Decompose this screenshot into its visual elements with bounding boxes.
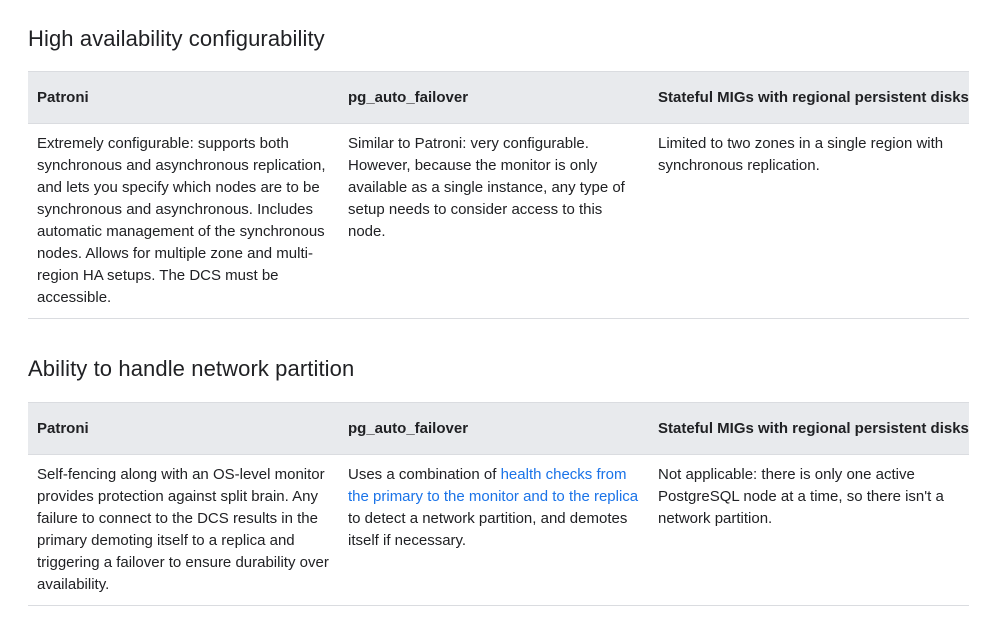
comparison-table [28,402,969,606]
comparison-table [28,71,969,319]
column-header-pg-auto-failover: pg_auto_failover [348,420,469,437]
column-header-stateful-migs: Stateful MIGs with regional persistent disks [658,420,969,437]
cell-text-after: to detect a network partition, and demotes itself if necessary. [348,510,628,549]
table-cell-patroni: Extremely configurable: supports both synchronous and asynchronous replication, and lets you specify which nodes are to be synchronous and asynchronous. Includes automatic management of the synchronous nodes. Allows for multiple zone and multi-region HA setups. The DCS must be accessible. [37,135,326,306]
table-cell-stateful-migs: Limited to two zones in a single region with synchronous replication. [658,135,944,174]
table-cell-pg-auto-failover: Similar to Patroni: very configurable. However, because the monitor is only available as a single instance, any type of setup needs to consider access to this node. [348,135,625,240]
table-cell-stateful-migs: Not applicable: there is only one active PostgreSQL node at a time, so there isn't a network partition. [658,466,944,527]
section-title: Ability to handle network partition [28,356,355,381]
column-header-pg-auto-failover: pg_auto_failover [348,89,469,106]
table-row [28,124,969,319]
table-header-row [28,403,969,455]
section-title: High availability configurability [28,26,325,51]
health-checks-link[interactable]: health checks from the primary to the monitor and to the replica [348,466,639,505]
table-header-row [28,72,969,124]
column-header-stateful-migs: Stateful MIGs with regional persistent disks [658,89,969,106]
column-header-patroni: Patroni [37,89,89,106]
cell-text-before: Uses a combination of [348,466,501,483]
section-network-partition [28,331,969,606]
table-cell-patroni: Self-fencing along with an OS-level monitor provides protection against split brain. Any failure to connect to the DCS results in the primary demoting itself to a replica and triggering a failover to ensure durability over availability. [37,466,329,593]
table-row [28,455,969,606]
column-header-patroni: Patroni [37,420,89,437]
table-cell-pg-auto-failover [339,455,649,606]
section-ha-configurability [28,0,969,319]
